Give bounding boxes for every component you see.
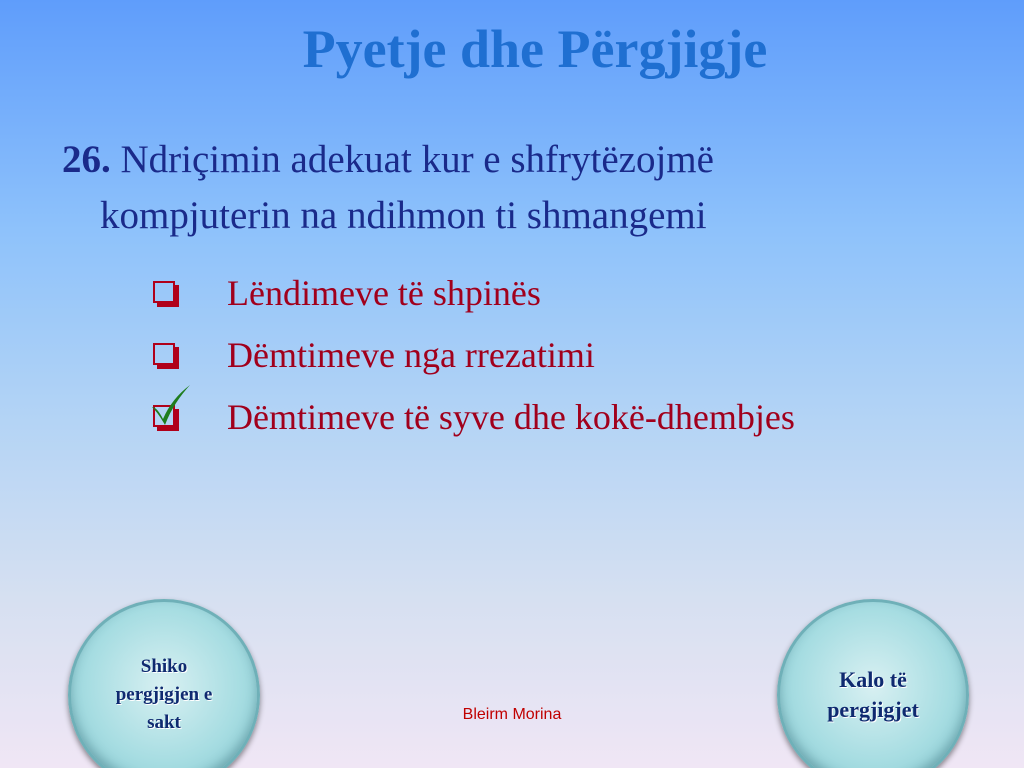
option-label: Dëmtimeve të syve dhe kokë-dhembjes (227, 397, 795, 437)
question-text (62, 132, 962, 244)
answer-options (148, 262, 1008, 448)
option-item[interactable] (148, 324, 1008, 386)
skip-answers-button[interactable] (777, 599, 969, 768)
option-label: Dëmtimeve nga rrezatimi (227, 335, 595, 375)
checkbox-icon[interactable] (151, 279, 179, 307)
option-label: Lëndimeve të shpinës (227, 273, 541, 313)
option-item[interactable] (148, 262, 1008, 324)
show-answer-button[interactable] (68, 599, 260, 768)
checkmark-icon (149, 383, 193, 427)
show-answer-label: Shiko pergjigjen e sakt (115, 656, 213, 733)
checkbox-icon[interactable] (151, 341, 179, 369)
skip-answers-label: Kalo të pergjigjet (827, 667, 919, 722)
question-line-1: Ndriçimin adekuat kur e shfrytëzojmë (120, 138, 714, 181)
question-line-2: kompjuterin na ndihmon ti shmangemi (100, 194, 707, 237)
checkbox-icon[interactable] (151, 403, 179, 431)
question-number: 26. (62, 138, 111, 181)
slide-title: Pyetje dhe Përgjigje (302, 19, 768, 79)
option-item-correct[interactable] (148, 386, 1008, 448)
author-footer: Bleirm Morina (462, 706, 562, 723)
